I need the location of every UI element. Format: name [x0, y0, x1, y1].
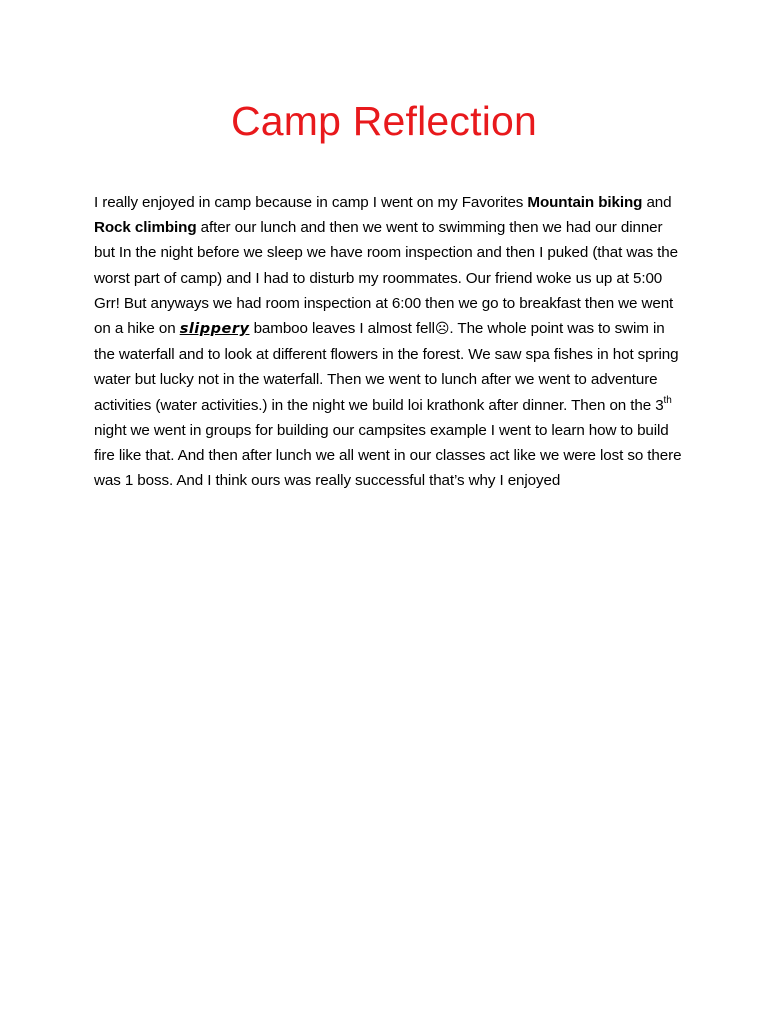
text-segment: night we went in groups for building our campsites example I went to learn how to build fire like that. And then after lunch we all went in our classes act like we were lost so there was 1 boss. And I think ours was really successful that’s why I enjoyed [94, 421, 682, 490]
text-segment: bamboo leaves I almost fell [249, 320, 435, 338]
ordinal-superscript: th [663, 394, 672, 406]
text-segment: and [642, 194, 672, 211]
title-reflection [0, 140, 768, 164]
page-title: Camp Reflection [230, 98, 538, 144]
reflection-paragraph [94, 190, 684, 493]
bold-mountain-biking: Mountain biking [527, 194, 643, 211]
styled-word-slippery: slippery [179, 321, 250, 338]
text-segment: after our lunch and then we went to swimming then we had our dinner but In the night before we sleep we have room inspection and then I puked (that was the worst part of camp) and I had to disturb my roommates. Our friend woke us up at 5:00 Grr! But anyways we had room inspection at 6:00 then we go to breakfast then we went on a hike on [94, 219, 678, 338]
text-segment: . The whole point was to swim in the waterfall and to look at different flowers in the forest. We saw spa fishes in hot spring water but lucky not in the waterfall. Then we went to lunch after we went to adventure activities (water activities.) in the night we build loi krathonk after dinner. Then on the 3 [94, 320, 679, 414]
frown-face-icon: ☹ [434, 321, 450, 338]
text-segment: I really enjoyed in camp because in camp I went on my Favorites [94, 194, 528, 211]
bold-rock-climbing: Rock climbing [94, 219, 197, 237]
